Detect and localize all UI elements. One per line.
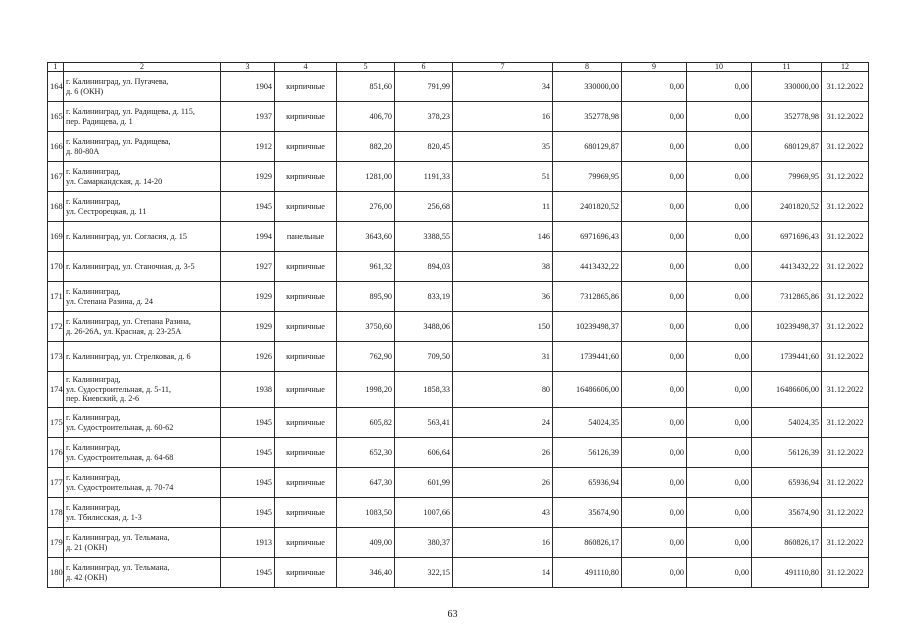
column-header: 8 <box>553 63 622 72</box>
table-row <box>48 222 869 252</box>
column-header: 4 <box>275 63 337 72</box>
deadline-date-cell: 31.12.2022 <box>822 558 869 588</box>
living-area-cell: 3388,55 <box>395 222 453 252</box>
address-line: г. Калининград, ул. Тельмана, <box>66 532 170 542</box>
total-area-cell: 1998,20 <box>337 372 395 408</box>
residents-count-cell: 150 <box>453 312 553 342</box>
deadline-date-cell: 31.12.2022 <box>822 72 869 102</box>
address-line: г. Калининград, ул. Станочная, д. 3-5 <box>66 261 195 271</box>
total-area-cell: 3643,60 <box>337 222 395 252</box>
column-10-cell: 0,00 <box>687 222 752 252</box>
living-area-cell: 894,03 <box>395 252 453 282</box>
total-area-cell: 961,32 <box>337 252 395 282</box>
address-cell <box>64 408 221 438</box>
year-cell: 1945 <box>221 192 275 222</box>
living-area-cell: 1858,33 <box>395 372 453 408</box>
table-row <box>48 498 869 528</box>
column-header: 3 <box>221 63 275 72</box>
wall-material-cell: кирпичные <box>275 252 337 282</box>
table-row <box>48 558 869 588</box>
living-area-cell: 1007,66 <box>395 498 453 528</box>
column-11-cell: 2401820,52 <box>752 192 822 222</box>
address-cell <box>64 342 221 372</box>
table-row <box>48 342 869 372</box>
residents-count-cell: 11 <box>453 192 553 222</box>
row-number: 176 <box>48 438 64 468</box>
total-area-cell: 605,82 <box>337 408 395 438</box>
deadline-date-cell: 31.12.2022 <box>822 438 869 468</box>
total-cost-cell: 2401820,52 <box>553 192 622 222</box>
column-11-cell: 16486606,00 <box>752 372 822 408</box>
residents-count-cell: 35 <box>453 132 553 162</box>
address-line: д. 21 (ОКН) <box>66 542 108 552</box>
total-cost-cell: 4413432,22 <box>553 252 622 282</box>
total-area-cell: 647,30 <box>337 468 395 498</box>
year-cell: 1938 <box>221 372 275 408</box>
address-cell <box>64 312 221 342</box>
column-11-cell: 10239498,37 <box>752 312 822 342</box>
total-area-cell: 1083,50 <box>337 498 395 528</box>
deadline-date-cell: 31.12.2022 <box>822 528 869 558</box>
wall-material-cell: кирпичные <box>275 282 337 312</box>
total-cost-cell: 330000,00 <box>553 72 622 102</box>
total-cost-cell: 54024,35 <box>553 408 622 438</box>
deadline-date-cell: 31.12.2022 <box>822 468 869 498</box>
residents-count-cell: 26 <box>453 468 553 498</box>
residents-count-cell: 34 <box>453 72 553 102</box>
address-line: пер. Радищева, д. 1 <box>66 116 133 126</box>
address-cell <box>64 282 221 312</box>
wall-material-cell: кирпичные <box>275 438 337 468</box>
deadline-date-cell: 31.12.2022 <box>822 342 869 372</box>
row-number: 175 <box>48 408 64 438</box>
table-row <box>48 408 869 438</box>
column-11-cell: 680129,87 <box>752 132 822 162</box>
address-line: д. 80-80А <box>66 146 100 156</box>
total-cost-cell: 16486606,00 <box>553 372 622 408</box>
living-area-cell: 709,50 <box>395 342 453 372</box>
residents-count-cell: 16 <box>453 102 553 132</box>
column-10-cell: 0,00 <box>687 102 752 132</box>
column-10-cell: 0,00 <box>687 558 752 588</box>
column-10-cell: 0,00 <box>687 162 752 192</box>
address-cell <box>64 222 221 252</box>
total-area-cell: 882,20 <box>337 132 395 162</box>
living-area-cell: 601,99 <box>395 468 453 498</box>
table-row <box>48 162 869 192</box>
address-cell <box>64 252 221 282</box>
column-9-cell: 0,00 <box>622 528 687 558</box>
address-cell <box>64 72 221 102</box>
deadline-date-cell: 31.12.2022 <box>822 312 869 342</box>
total-cost-cell: 6971696,43 <box>553 222 622 252</box>
living-area-cell: 322,15 <box>395 558 453 588</box>
address-cell <box>64 162 221 192</box>
deadline-date-cell: 31.12.2022 <box>822 162 869 192</box>
total-area-cell: 276,00 <box>337 192 395 222</box>
deadline-date-cell: 31.12.2022 <box>822 102 869 132</box>
residents-count-cell: 16 <box>453 528 553 558</box>
column-9-cell: 0,00 <box>622 102 687 132</box>
deadline-date-cell: 31.12.2022 <box>822 282 869 312</box>
address-cell <box>64 468 221 498</box>
residents-count-cell: 51 <box>453 162 553 192</box>
year-cell: 1945 <box>221 438 275 468</box>
column-10-cell: 0,00 <box>687 372 752 408</box>
wall-material-cell: кирпичные <box>275 468 337 498</box>
column-11-cell: 6971696,43 <box>752 222 822 252</box>
column-9-cell: 0,00 <box>622 342 687 372</box>
wall-material-cell: кирпичные <box>275 102 337 132</box>
row-number: 170 <box>48 252 64 282</box>
row-number: 172 <box>48 312 64 342</box>
table-row <box>48 528 869 558</box>
column-11-cell: 7312865,86 <box>752 282 822 312</box>
address-cell <box>64 372 221 408</box>
wall-material-cell: кирпичные <box>275 372 337 408</box>
address-cell <box>64 192 221 222</box>
address-line: д. 6 (ОКН) <box>66 86 104 96</box>
deadline-date-cell: 31.12.2022 <box>822 132 869 162</box>
column-header: 11 <box>752 63 822 72</box>
column-11-cell: 79969,95 <box>752 162 822 192</box>
column-11-cell: 56126,39 <box>752 438 822 468</box>
table-row <box>48 438 869 468</box>
table-row <box>48 282 869 312</box>
table-row <box>48 312 869 342</box>
total-cost-cell: 491110,80 <box>553 558 622 588</box>
residents-count-cell: 36 <box>453 282 553 312</box>
year-cell: 1912 <box>221 132 275 162</box>
wall-material-cell: кирпичные <box>275 72 337 102</box>
address-line: д. 42 (ОКН) <box>66 572 108 582</box>
residents-count-cell: 38 <box>453 252 553 282</box>
deadline-date-cell: 31.12.2022 <box>822 372 869 408</box>
column-10-cell: 0,00 <box>687 252 752 282</box>
column-10-cell: 0,00 <box>687 438 752 468</box>
living-area-cell: 833,19 <box>395 282 453 312</box>
wall-material-cell: кирпичные <box>275 528 337 558</box>
total-area-cell: 762,90 <box>337 342 395 372</box>
column-11-cell: 65936,94 <box>752 468 822 498</box>
column-10-cell: 0,00 <box>687 408 752 438</box>
column-11-cell: 1739441,60 <box>752 342 822 372</box>
year-cell: 1945 <box>221 408 275 438</box>
total-area-cell: 409,00 <box>337 528 395 558</box>
address-line: г. Калининград, <box>66 375 121 385</box>
living-area-cell: 256,68 <box>395 192 453 222</box>
table-row <box>48 468 869 498</box>
address-line: г. Калининград, <box>66 442 121 452</box>
wall-material-cell: кирпичные <box>275 408 337 438</box>
address-line: г. Калининград, ул. Стрелковая, д. 6 <box>66 351 191 361</box>
column-11-cell: 491110,80 <box>752 558 822 588</box>
total-cost-cell: 56126,39 <box>553 438 622 468</box>
total-area-cell: 3750,60 <box>337 312 395 342</box>
column-9-cell: 0,00 <box>622 372 687 408</box>
year-cell: 1994 <box>221 222 275 252</box>
row-number: 165 <box>48 102 64 132</box>
residents-count-cell: 26 <box>453 438 553 468</box>
row-number: 174 <box>48 372 64 408</box>
address-line: ул. Судостроительная, д. 70-74 <box>66 482 174 492</box>
total-cost-cell: 10239498,37 <box>553 312 622 342</box>
row-number: 179 <box>48 528 64 558</box>
column-header: 6 <box>395 63 453 72</box>
column-10-cell: 0,00 <box>687 342 752 372</box>
column-9-cell: 0,00 <box>622 222 687 252</box>
address-cell <box>64 558 221 588</box>
column-header: 9 <box>622 63 687 72</box>
address-cell <box>64 528 221 558</box>
table-row <box>48 372 869 408</box>
column-9-cell: 0,00 <box>622 408 687 438</box>
column-header: 12 <box>822 63 869 72</box>
address-line: г. Калининград, <box>66 286 121 296</box>
column-10-cell: 0,00 <box>687 72 752 102</box>
year-cell: 1926 <box>221 342 275 372</box>
page-number: 63 <box>447 609 458 620</box>
total-cost-cell: 65936,94 <box>553 468 622 498</box>
year-cell: 1929 <box>221 162 275 192</box>
year-cell: 1904 <box>221 72 275 102</box>
year-cell: 1929 <box>221 282 275 312</box>
wall-material-cell: кирпичные <box>275 342 337 372</box>
column-header: 1 <box>48 63 64 72</box>
address-line: д. 26-26А, ул. Красная, д. 23-25А <box>66 326 182 336</box>
residents-count-cell: 24 <box>453 408 553 438</box>
address-line: г. Калининград, <box>66 472 121 482</box>
address-line: г. Калининград, <box>66 412 121 422</box>
residents-count-cell: 31 <box>453 342 553 372</box>
wall-material-cell: панельные <box>275 222 337 252</box>
address-line: г. Калининград, ул. Степана Разина, <box>66 316 191 326</box>
living-area-cell: 791,99 <box>395 72 453 102</box>
column-11-cell: 4413432,22 <box>752 252 822 282</box>
address-line: г. Калининград, <box>66 166 121 176</box>
table-row <box>48 132 869 162</box>
column-9-cell: 0,00 <box>622 438 687 468</box>
table-row <box>48 72 869 102</box>
living-area-cell: 820,45 <box>395 132 453 162</box>
residents-count-cell: 14 <box>453 558 553 588</box>
deadline-date-cell: 31.12.2022 <box>822 498 869 528</box>
address-cell <box>64 498 221 528</box>
total-cost-cell: 35674,90 <box>553 498 622 528</box>
total-cost-cell: 1739441,60 <box>553 342 622 372</box>
address-line: г. Калининград, ул. Тельмана, <box>66 562 170 572</box>
wall-material-cell: кирпичные <box>275 132 337 162</box>
deadline-date-cell: 31.12.2022 <box>822 252 869 282</box>
deadline-date-cell: 31.12.2022 <box>822 408 869 438</box>
deadline-date-cell: 31.12.2022 <box>822 222 869 252</box>
row-number: 171 <box>48 282 64 312</box>
year-cell: 1927 <box>221 252 275 282</box>
column-9-cell: 0,00 <box>622 252 687 282</box>
address-cell <box>64 438 221 468</box>
column-header: 2 <box>64 63 221 72</box>
column-9-cell: 0,00 <box>622 132 687 162</box>
column-11-cell: 352778,98 <box>752 102 822 132</box>
residents-count-cell: 146 <box>453 222 553 252</box>
housing-table <box>47 62 869 588</box>
row-number: 167 <box>48 162 64 192</box>
row-number: 166 <box>48 132 64 162</box>
living-area-cell: 3488,06 <box>395 312 453 342</box>
address-line: ул. Сестрорецкая, д. 11 <box>66 206 147 216</box>
address-line: пер. Киевский, д. 2-6 <box>66 394 140 404</box>
row-number: 169 <box>48 222 64 252</box>
year-cell: 1945 <box>221 558 275 588</box>
total-cost-cell: 7312865,86 <box>553 282 622 312</box>
year-cell: 1945 <box>221 468 275 498</box>
column-9-cell: 0,00 <box>622 468 687 498</box>
total-area-cell: 895,90 <box>337 282 395 312</box>
row-number: 178 <box>48 498 64 528</box>
wall-material-cell: кирпичные <box>275 312 337 342</box>
table-row <box>48 252 869 282</box>
column-10-cell: 0,00 <box>687 192 752 222</box>
total-cost-cell: 680129,87 <box>553 132 622 162</box>
address-line: ул. Судостроительная, д. 60-62 <box>66 422 174 432</box>
address-line: г. Калининград, <box>66 196 121 206</box>
total-cost-cell: 79969,95 <box>553 162 622 192</box>
address-line: г. Калининград, ул. Радищева, д. 115, <box>66 106 195 116</box>
column-10-cell: 0,00 <box>687 528 752 558</box>
residents-count-cell: 43 <box>453 498 553 528</box>
column-11-cell: 860826,17 <box>752 528 822 558</box>
address-line: ул. Судостроительная, д. 64-68 <box>66 452 174 462</box>
total-area-cell: 851,60 <box>337 72 395 102</box>
column-9-cell: 0,00 <box>622 312 687 342</box>
living-area-cell: 378,23 <box>395 102 453 132</box>
address-line: ул. Самаркандская, д. 14-20 <box>66 176 163 186</box>
address-line: ул. Степана Разина, д. 24 <box>66 296 153 306</box>
living-area-cell: 563,41 <box>395 408 453 438</box>
table-row <box>48 192 869 222</box>
total-area-cell: 406,70 <box>337 102 395 132</box>
total-area-cell: 346,40 <box>337 558 395 588</box>
column-10-cell: 0,00 <box>687 132 752 162</box>
column-header: 10 <box>687 63 752 72</box>
table-header-row <box>48 63 869 72</box>
row-number: 180 <box>48 558 64 588</box>
wall-material-cell: кирпичные <box>275 498 337 528</box>
column-9-cell: 0,00 <box>622 558 687 588</box>
living-area-cell: 1191,33 <box>395 162 453 192</box>
column-9-cell: 0,00 <box>622 192 687 222</box>
column-10-cell: 0,00 <box>687 312 752 342</box>
row-number: 168 <box>48 192 64 222</box>
year-cell: 1929 <box>221 312 275 342</box>
address-cell <box>64 102 221 132</box>
table-row <box>48 102 869 132</box>
living-area-cell: 380,37 <box>395 528 453 558</box>
total-cost-cell: 860826,17 <box>553 528 622 558</box>
column-11-cell: 35674,90 <box>752 498 822 528</box>
wall-material-cell: кирпичные <box>275 192 337 222</box>
living-area-cell: 606,64 <box>395 438 453 468</box>
column-10-cell: 0,00 <box>687 498 752 528</box>
table-body <box>48 63 869 588</box>
year-cell: 1937 <box>221 102 275 132</box>
total-cost-cell: 352778,98 <box>553 102 622 132</box>
row-number: 177 <box>48 468 64 498</box>
column-11-cell: 54024,35 <box>752 408 822 438</box>
column-9-cell: 0,00 <box>622 72 687 102</box>
total-area-cell: 1281,00 <box>337 162 395 192</box>
total-area-cell: 652,30 <box>337 438 395 468</box>
column-9-cell: 0,00 <box>622 498 687 528</box>
row-number: 164 <box>48 72 64 102</box>
column-10-cell: 0,00 <box>687 468 752 498</box>
wall-material-cell: кирпичные <box>275 162 337 192</box>
column-header: 5 <box>337 63 395 72</box>
address-line: г. Калининград, ул. Согласия, д. 15 <box>66 231 187 241</box>
address-line: г. Калининград, ул. Радищева, <box>66 136 171 146</box>
address-line: г. Калининград, ул. Пугачева, <box>66 76 169 86</box>
column-header: 7 <box>453 63 553 72</box>
address-line: г. Калининград, <box>66 502 121 512</box>
year-cell: 1913 <box>221 528 275 558</box>
address-cell <box>64 132 221 162</box>
address-line: ул. Тбилисская, д. 1-3 <box>66 512 142 522</box>
column-9-cell: 0,00 <box>622 282 687 312</box>
column-11-cell: 330000,00 <box>752 72 822 102</box>
column-10-cell: 0,00 <box>687 282 752 312</box>
residents-count-cell: 80 <box>453 372 553 408</box>
year-cell: 1945 <box>221 498 275 528</box>
row-number: 173 <box>48 342 64 372</box>
column-9-cell: 0,00 <box>622 162 687 192</box>
wall-material-cell: кирпичные <box>275 558 337 588</box>
address-line: ул. Судостроительная, д. 5-11, <box>66 384 172 394</box>
deadline-date-cell: 31.12.2022 <box>822 192 869 222</box>
